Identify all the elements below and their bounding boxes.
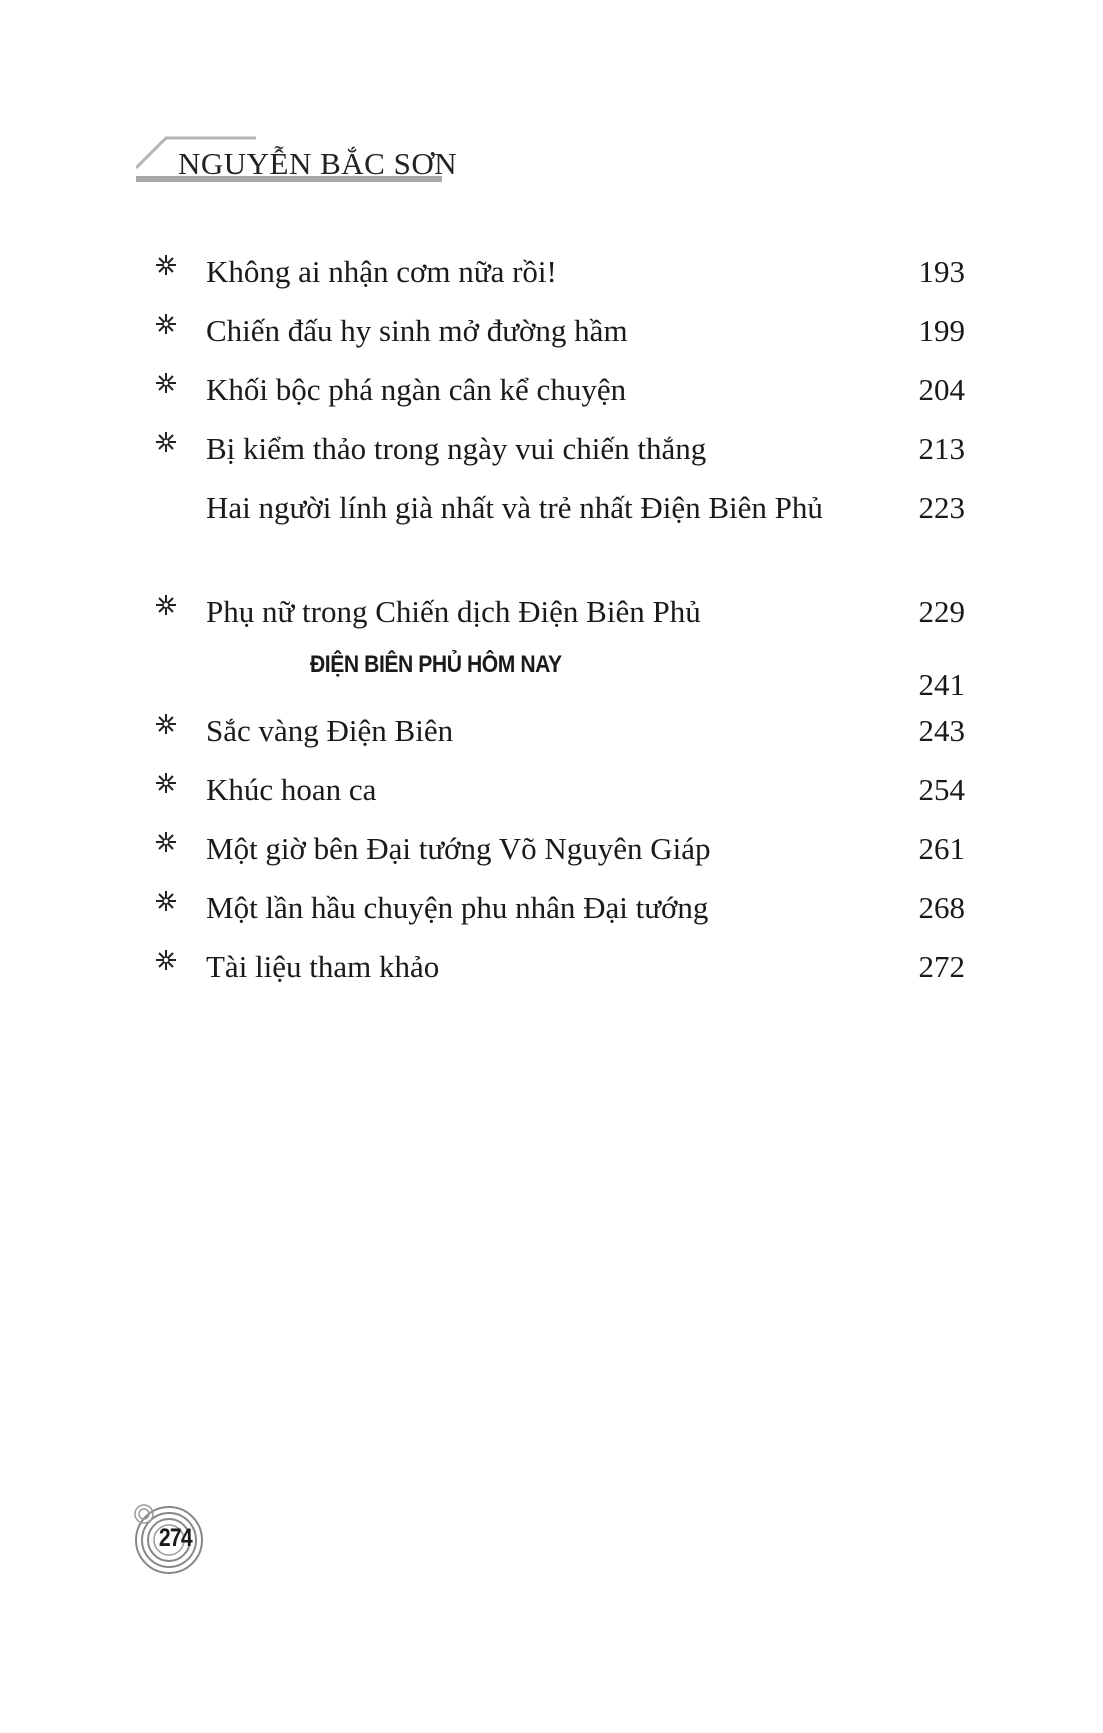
running-header [136, 132, 458, 192]
toc-entry-page: 229 [918, 594, 965, 629]
toc-entry-title: Sắc vàng Điện Biên [206, 713, 454, 748]
toc-entry [150, 427, 965, 486]
toc-entry [150, 368, 965, 427]
section-title: ĐIỆN BIÊN PHỦ HÔM NAY [310, 651, 562, 678]
toc-entry-title: Khối bộc phá ngàn cân kể chuyện [206, 372, 627, 407]
toc-entry-page: 199 [918, 313, 965, 348]
toc-entry [150, 250, 965, 309]
page-number: 274 [158, 1524, 192, 1552]
toc-entry-page: 223 [918, 490, 965, 525]
toc-entry-page: 213 [918, 431, 965, 466]
section-page: 241 [918, 667, 965, 702]
toc-entry-title: Bị kiểm thảo trong ngày vui chiến thắng [206, 431, 707, 466]
asterisk-bullet-icon [155, 713, 177, 735]
toc-entry [150, 886, 965, 945]
toc-entry-title: Tài liệu tham khảo [206, 949, 440, 984]
toc-entry [150, 768, 965, 827]
asterisk-bullet-icon [155, 594, 177, 616]
toc-entry [150, 309, 965, 368]
toc-entry-title: Chiến đấu hy sinh mở đường hầm [206, 313, 628, 348]
asterisk-bullet-icon [155, 831, 177, 853]
toc-entry-title: Phụ nữ trong Chiến dịch Điện Biên Phủ [206, 594, 701, 629]
asterisk-bullet-icon [155, 254, 177, 276]
toc-entry-title: Khúc hoan ca [206, 772, 377, 807]
table-of-contents [150, 250, 965, 1004]
toc-entry-page: 254 [918, 772, 965, 807]
toc-entry-title: Một giờ bên Đại tướng Võ Nguyên Giáp [206, 831, 711, 866]
toc-entry-title: Không ai nhận cơm nữa rồi! [206, 254, 557, 289]
toc-entry [150, 945, 965, 1004]
asterisk-bullet-icon [155, 772, 177, 794]
toc-entry-page: 204 [918, 372, 965, 407]
asterisk-bullet-icon [155, 372, 177, 394]
toc-entry [150, 486, 965, 590]
asterisk-bullet-icon [155, 431, 177, 453]
toc-section [150, 649, 965, 709]
toc-entry [150, 827, 965, 886]
toc-entry-page: 268 [918, 890, 965, 925]
toc-entry-page: 261 [918, 831, 965, 866]
author-name: NGUYỄN BẮC SƠN [178, 146, 458, 181]
toc-entry-title: Một lần hầu chuyện phu nhân Đại tướng [206, 890, 709, 925]
toc-entry-title: Hai người lính già nhất và trẻ nhất Điện Biên Phủ [206, 490, 823, 525]
toc-entry-page: 243 [918, 713, 965, 748]
asterisk-bullet-icon [155, 890, 177, 912]
toc-entry-page: 272 [918, 949, 965, 984]
toc-entry [150, 709, 965, 768]
asterisk-bullet-icon [155, 949, 177, 971]
toc-entry [150, 590, 965, 649]
toc-entry-page: 193 [918, 254, 965, 289]
asterisk-bullet-icon [155, 313, 177, 335]
